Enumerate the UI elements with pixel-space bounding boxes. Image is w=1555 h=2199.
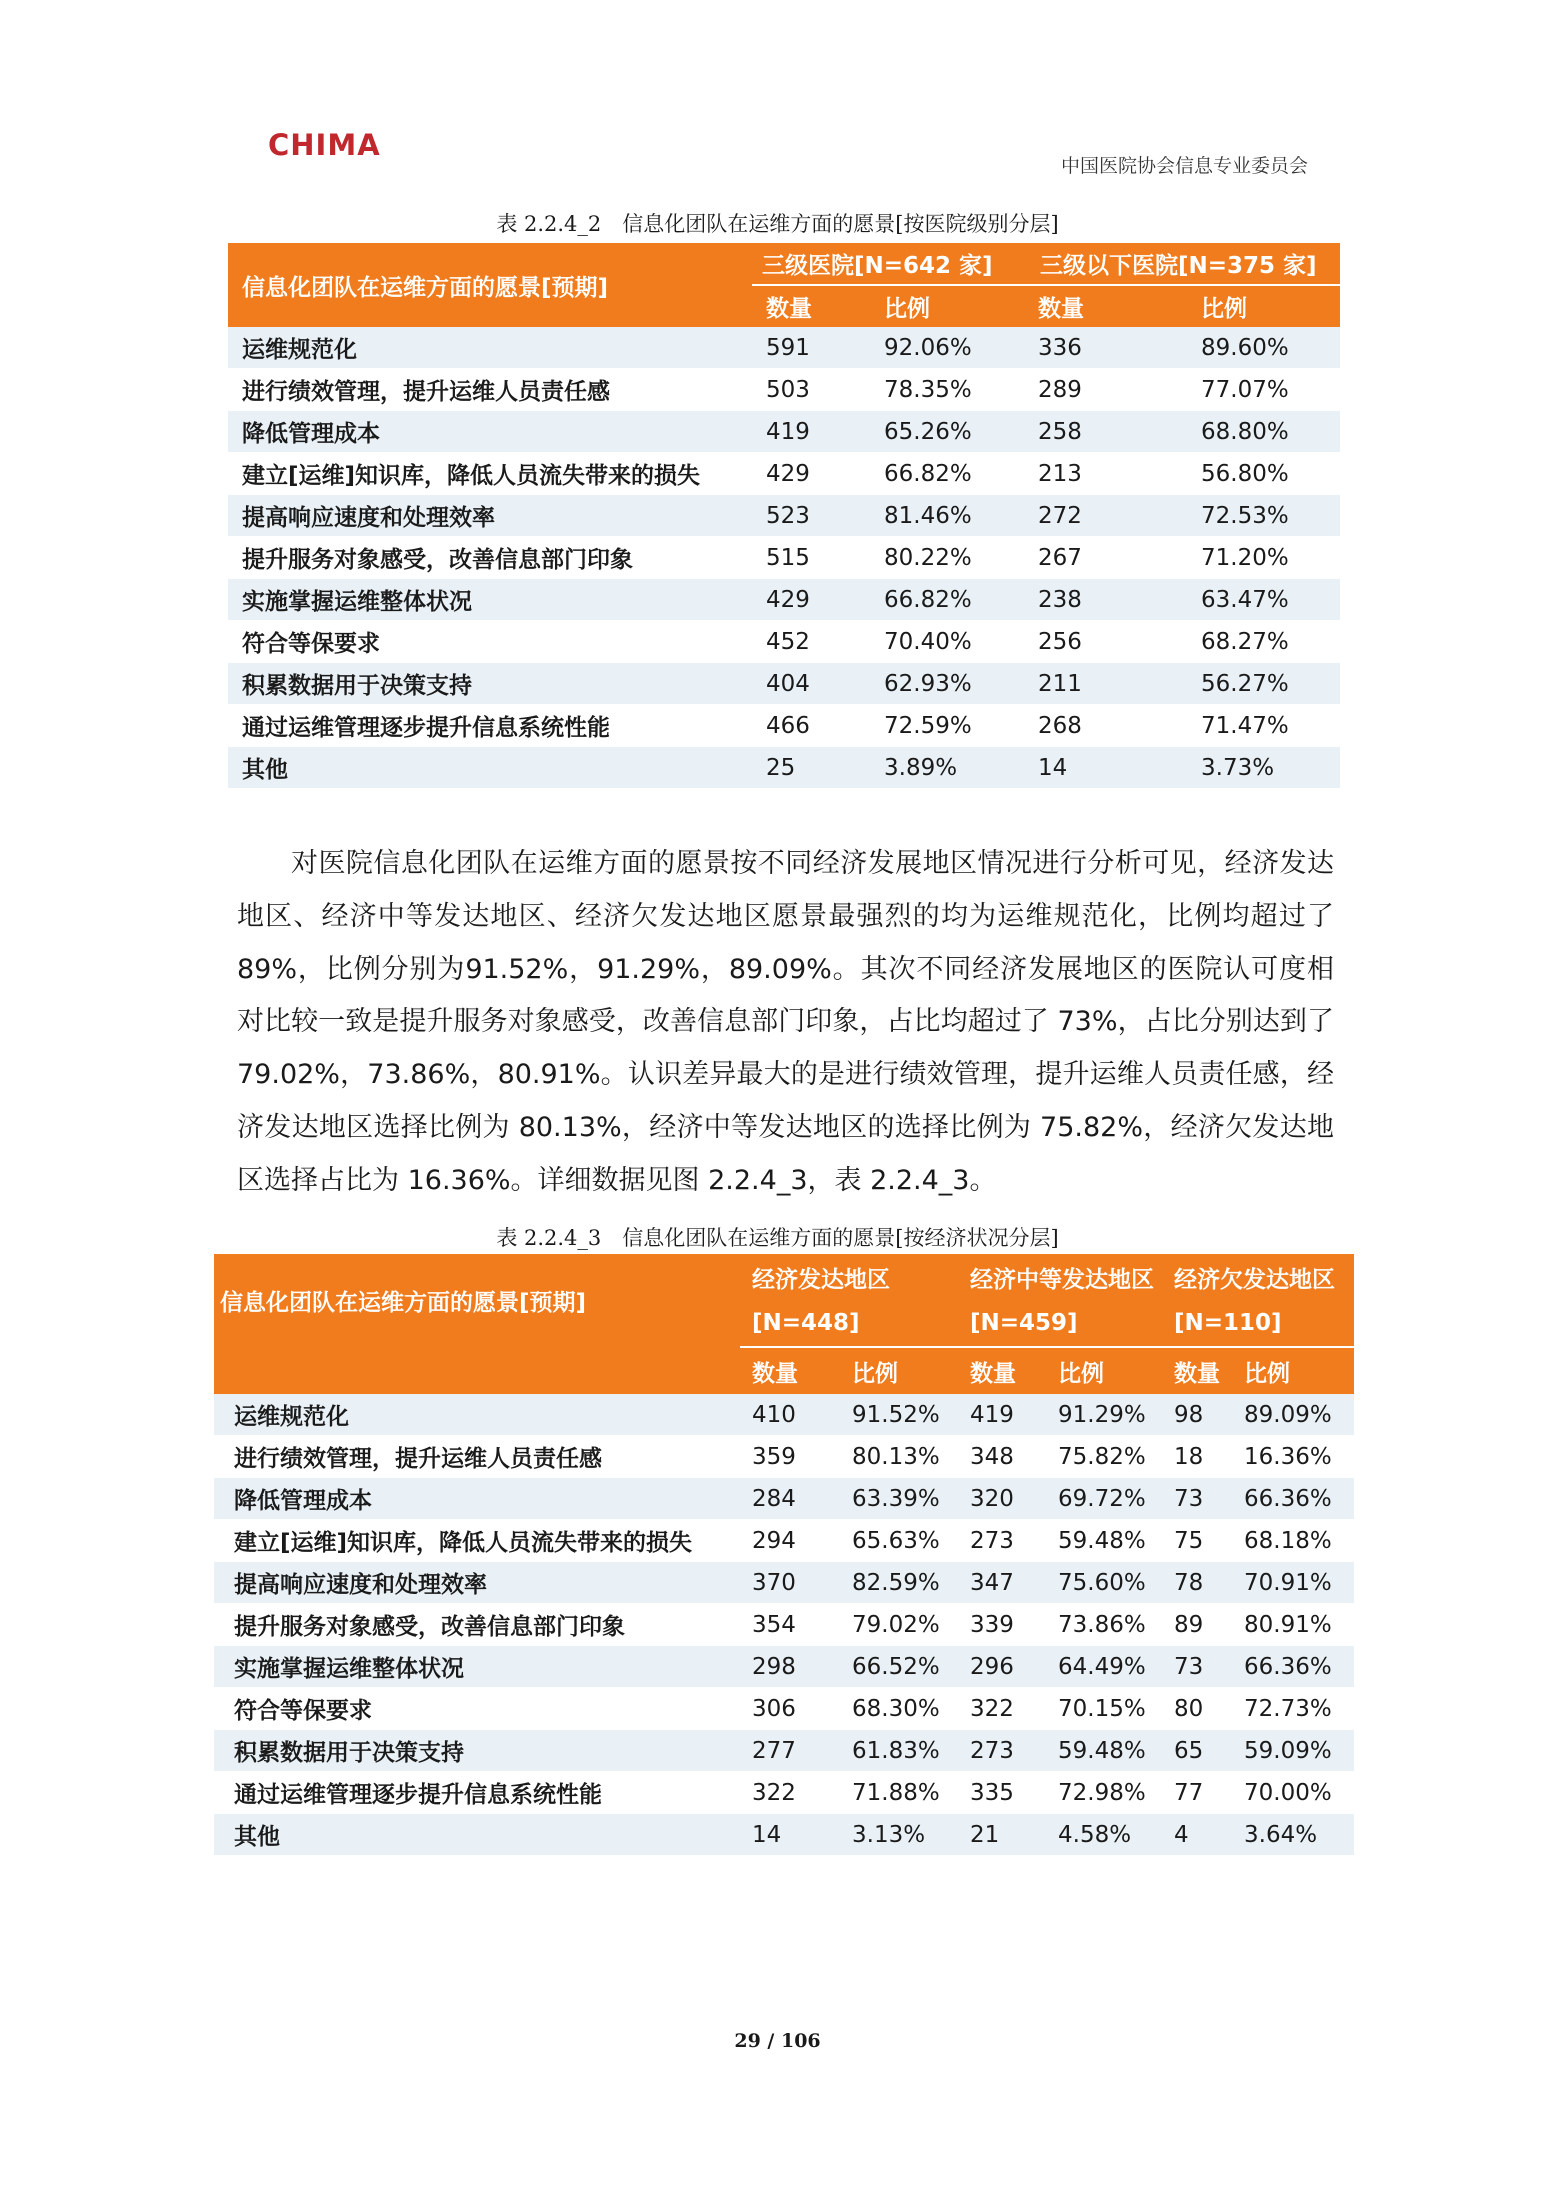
cell-value: 335 — [962, 1772, 1054, 1814]
cell-value: 267 — [1030, 537, 1187, 579]
cell-value: 523 — [752, 495, 880, 537]
cell-value: 419 — [752, 411, 880, 453]
table2-group-mid-n: [N=459] — [962, 1300, 1168, 1347]
cell-value: 75.82% — [1054, 1436, 1168, 1478]
table2-subheader: 比例 — [1054, 1347, 1168, 1394]
cell-value: 56.80% — [1187, 453, 1340, 495]
table2-group-less-developed-n: [N=110] — [1168, 1300, 1354, 1347]
table-row — [214, 1772, 1354, 1814]
cell-value: 466 — [752, 705, 880, 747]
table2-subheader: 比例 — [1242, 1347, 1354, 1394]
cell-value: 89.09% — [1242, 1394, 1354, 1436]
cell-value: 211 — [1030, 663, 1187, 705]
table-row — [228, 621, 1340, 663]
cell-value: 59.48% — [1054, 1520, 1168, 1562]
table2-subheader: 数量 — [740, 1347, 850, 1394]
cell-value: 3.89% — [880, 747, 1030, 789]
table-row — [214, 1730, 1354, 1772]
table-row — [214, 1520, 1354, 1562]
table-row — [228, 411, 1340, 453]
cell-value: 238 — [1030, 579, 1187, 621]
cell-value: 404 — [752, 663, 880, 705]
cell-value: 515 — [752, 537, 880, 579]
table1-group-tertiary: 三级医院[N=642 家] — [752, 243, 1030, 285]
cell-value: 348 — [962, 1436, 1054, 1478]
cell-value: 4.58% — [1054, 1814, 1168, 1856]
cell-value: 213 — [1030, 453, 1187, 495]
cell-value: 61.83% — [850, 1730, 962, 1772]
row-label: 通过运维管理逐步提升信息系统性能 — [214, 1772, 740, 1814]
row-label: 建立[运维]知识库，降低人员流失带来的损失 — [214, 1520, 740, 1562]
cell-value: 78 — [1168, 1562, 1242, 1604]
chima-logo: CHIMA — [268, 128, 381, 162]
cell-value: 452 — [752, 621, 880, 663]
cell-value: 18 — [1168, 1436, 1242, 1478]
cell-value: 77 — [1168, 1772, 1242, 1814]
table2-subheader: 比例 — [850, 1347, 962, 1394]
row-label: 符合等保要求 — [214, 1688, 740, 1730]
cell-value: 80 — [1168, 1688, 1242, 1730]
cell-value: 63.47% — [1187, 579, 1340, 621]
cell-value: 14 — [740, 1814, 850, 1856]
row-label: 进行绩效管理，提升运维人员责任感 — [228, 369, 752, 411]
table-row — [228, 327, 1340, 369]
table-row — [214, 1394, 1354, 1436]
cell-value: 98 — [1168, 1394, 1242, 1436]
cell-value: 65.26% — [880, 411, 1030, 453]
cell-value: 66.52% — [850, 1646, 962, 1688]
cell-value: 59.09% — [1242, 1730, 1354, 1772]
organization-name: 中国医院协会信息专业委员会 — [1060, 155, 1308, 177]
cell-value: 72.59% — [880, 705, 1030, 747]
cell-value: 289 — [1030, 369, 1187, 411]
row-label: 进行绩效管理，提升运维人员责任感 — [214, 1436, 740, 1478]
cell-value: 64.49% — [1054, 1646, 1168, 1688]
table2-caption: 表 2.2.4_3 信息化团队在运维方面的愿景[按经济状况分层] — [496, 1226, 1059, 1250]
table-row — [214, 1562, 1354, 1604]
table-row — [228, 537, 1340, 579]
analysis-paragraph — [237, 838, 1334, 1208]
row-label: 降低管理成本 — [228, 411, 752, 453]
cell-value: 277 — [740, 1730, 850, 1772]
cell-value: 73 — [1168, 1646, 1242, 1688]
cell-value: 78.35% — [880, 369, 1030, 411]
cell-value: 284 — [740, 1478, 850, 1520]
cell-value: 70.40% — [880, 621, 1030, 663]
cell-value: 72.73% — [1242, 1688, 1354, 1730]
row-label: 提升服务对象感受，改善信息部门印象 — [228, 537, 752, 579]
cell-value: 272 — [1030, 495, 1187, 537]
cell-value: 273 — [962, 1520, 1054, 1562]
row-label: 实施掌握运维整体状况 — [214, 1646, 740, 1688]
row-label: 积累数据用于决策支持 — [214, 1730, 740, 1772]
cell-value: 72.98% — [1054, 1772, 1168, 1814]
cell-value: 322 — [962, 1688, 1054, 1730]
cell-value: 71.88% — [850, 1772, 962, 1814]
cell-value: 73.86% — [1054, 1604, 1168, 1646]
row-label: 通过运维管理逐步提升信息系统性能 — [228, 705, 752, 747]
table2-subheader-blank — [214, 1347, 740, 1394]
table1-subheader: 比例 — [880, 285, 1030, 327]
cell-value: 347 — [962, 1562, 1054, 1604]
table-by-economic-status — [214, 1254, 1354, 1856]
cell-value: 16.36% — [1242, 1436, 1354, 1478]
table2-group-developed: 经济发达地区 — [740, 1254, 962, 1300]
cell-value: 79.02% — [850, 1604, 962, 1646]
cell-value: 429 — [752, 453, 880, 495]
cell-value: 66.36% — [1242, 1478, 1354, 1520]
page-number: 29 / 106 — [734, 2030, 821, 2052]
table-row — [214, 1478, 1354, 1520]
row-label: 符合等保要求 — [228, 621, 752, 663]
table-row — [228, 663, 1340, 705]
cell-value: 68.30% — [850, 1688, 962, 1730]
table-row — [214, 1604, 1354, 1646]
table-row — [214, 1688, 1354, 1730]
row-label: 提升服务对象感受，改善信息部门印象 — [214, 1604, 740, 1646]
table-row — [214, 1814, 1354, 1856]
table-by-hospital-level — [228, 243, 1340, 789]
cell-value: 258 — [1030, 411, 1187, 453]
cell-value: 77.07% — [1187, 369, 1340, 411]
table2-subheader: 数量 — [1168, 1347, 1242, 1394]
cell-value: 70.15% — [1054, 1688, 1168, 1730]
cell-value: 294 — [740, 1520, 850, 1562]
table1-group-below-tertiary: 三级以下医院[N=375 家] — [1030, 243, 1340, 285]
cell-value: 73 — [1168, 1478, 1242, 1520]
cell-value: 268 — [1030, 705, 1187, 747]
cell-value: 339 — [962, 1604, 1054, 1646]
cell-value: 25 — [752, 747, 880, 789]
cell-value: 70.00% — [1242, 1772, 1354, 1814]
cell-value: 14 — [1030, 747, 1187, 789]
cell-value: 306 — [740, 1688, 850, 1730]
table2-row-header: 信息化团队在运维方面的愿景[预期] — [214, 1254, 740, 1347]
cell-value: 591 — [752, 327, 880, 369]
cell-value: 71.20% — [1187, 537, 1340, 579]
cell-value: 298 — [740, 1646, 850, 1688]
table1-subheader: 数量 — [1030, 285, 1187, 327]
table1-caption: 表 2.2.4_2 信息化团队在运维方面的愿景[按医院级别分层] — [496, 212, 1059, 236]
row-label: 积累数据用于决策支持 — [228, 663, 752, 705]
cell-value: 320 — [962, 1478, 1054, 1520]
cell-value: 89 — [1168, 1604, 1242, 1646]
cell-value: 359 — [740, 1436, 850, 1478]
cell-value: 89.60% — [1187, 327, 1340, 369]
cell-value: 66.82% — [880, 453, 1030, 495]
cell-value: 3.73% — [1187, 747, 1340, 789]
table1-subheader: 比例 — [1187, 285, 1340, 327]
cell-value: 80.22% — [880, 537, 1030, 579]
table-row — [214, 1646, 1354, 1688]
row-label: 建立[运维]知识库，降低人员流失带来的损失 — [228, 453, 752, 495]
cell-value: 21 — [962, 1814, 1054, 1856]
cell-value: 71.47% — [1187, 705, 1340, 747]
row-label: 运维规范化 — [228, 327, 752, 369]
cell-value: 65 — [1168, 1730, 1242, 1772]
row-label: 实施掌握运维整体状况 — [228, 579, 752, 621]
cell-value: 65.63% — [850, 1520, 962, 1562]
cell-value: 3.64% — [1242, 1814, 1354, 1856]
cell-value: 63.39% — [850, 1478, 962, 1520]
cell-value: 370 — [740, 1562, 850, 1604]
cell-value: 503 — [752, 369, 880, 411]
row-label: 提高响应速度和处理效率 — [228, 495, 752, 537]
cell-value: 91.29% — [1054, 1394, 1168, 1436]
table-row — [214, 1436, 1354, 1478]
cell-value: 410 — [740, 1394, 850, 1436]
paragraph-text: 对医院信息化团队在运维方面的愿景按不同经济发展地区情况进行分析可见，经济发达地区、经济中等发达地区、经济欠发达地区愿景最强烈的均为运维规范化，比例均超过了89%，比例分别为91.52%，91.29%，89.09%。其次不同经济发展地区的医院认可度相对比较一致是提升服务对象感受，改善信息部门印象，占比均超过了 73%，占比分别达到了79.02%，73.86%，80.91%。认识差异最大的是进行绩效管理，提升运维人员责任感，经济发达地区选择比例为 80.13%，经济中等发达地区的选择比例为 75.82%，经济欠发达地区选择占比为 16.36%。详细数据见图 2.2.4_3，表 2.2.4_3。 — [237, 848, 1334, 1196]
cell-value: 419 — [962, 1394, 1054, 1436]
row-label: 运维规范化 — [214, 1394, 740, 1436]
table1-subheader: 数量 — [752, 285, 880, 327]
row-label: 降低管理成本 — [214, 1478, 740, 1520]
cell-value: 322 — [740, 1772, 850, 1814]
cell-value: 80.13% — [850, 1436, 962, 1478]
cell-value: 273 — [962, 1730, 1054, 1772]
cell-value: 75 — [1168, 1520, 1242, 1562]
cell-value: 75.60% — [1054, 1562, 1168, 1604]
cell-value: 354 — [740, 1604, 850, 1646]
cell-value: 429 — [752, 579, 880, 621]
cell-value: 68.18% — [1242, 1520, 1354, 1562]
cell-value: 4 — [1168, 1814, 1242, 1856]
table2-subheader: 数量 — [962, 1347, 1054, 1394]
table-row — [228, 705, 1340, 747]
cell-value: 296 — [962, 1646, 1054, 1688]
cell-value: 66.82% — [880, 579, 1030, 621]
row-label: 其他 — [214, 1814, 740, 1856]
cell-value: 80.91% — [1242, 1604, 1354, 1646]
cell-value: 92.06% — [880, 327, 1030, 369]
table-row — [228, 747, 1340, 789]
table-row — [228, 579, 1340, 621]
cell-value: 3.13% — [850, 1814, 962, 1856]
cell-value: 59.48% — [1054, 1730, 1168, 1772]
cell-value: 91.52% — [850, 1394, 962, 1436]
table2-group-mid: 经济中等发达地区 — [962, 1254, 1168, 1300]
cell-value: 70.91% — [1242, 1562, 1354, 1604]
cell-value: 256 — [1030, 621, 1187, 663]
cell-value: 81.46% — [880, 495, 1030, 537]
table-row — [228, 369, 1340, 411]
cell-value: 82.59% — [850, 1562, 962, 1604]
cell-value: 66.36% — [1242, 1646, 1354, 1688]
table1-row-header: 信息化团队在运维方面的愿景[预期] — [228, 243, 752, 327]
table2-group-less-developed: 经济欠发达地区 — [1168, 1254, 1354, 1300]
cell-value: 336 — [1030, 327, 1187, 369]
row-label: 提高响应速度和处理效率 — [214, 1562, 740, 1604]
row-label: 其他 — [228, 747, 752, 789]
cell-value: 56.27% — [1187, 663, 1340, 705]
cell-value: 69.72% — [1054, 1478, 1168, 1520]
cell-value: 68.80% — [1187, 411, 1340, 453]
table-row — [228, 495, 1340, 537]
table2-group-developed-n: [N=448] — [740, 1300, 962, 1347]
cell-value: 72.53% — [1187, 495, 1340, 537]
cell-value: 62.93% — [880, 663, 1030, 705]
table-row — [228, 453, 1340, 495]
cell-value: 68.27% — [1187, 621, 1340, 663]
